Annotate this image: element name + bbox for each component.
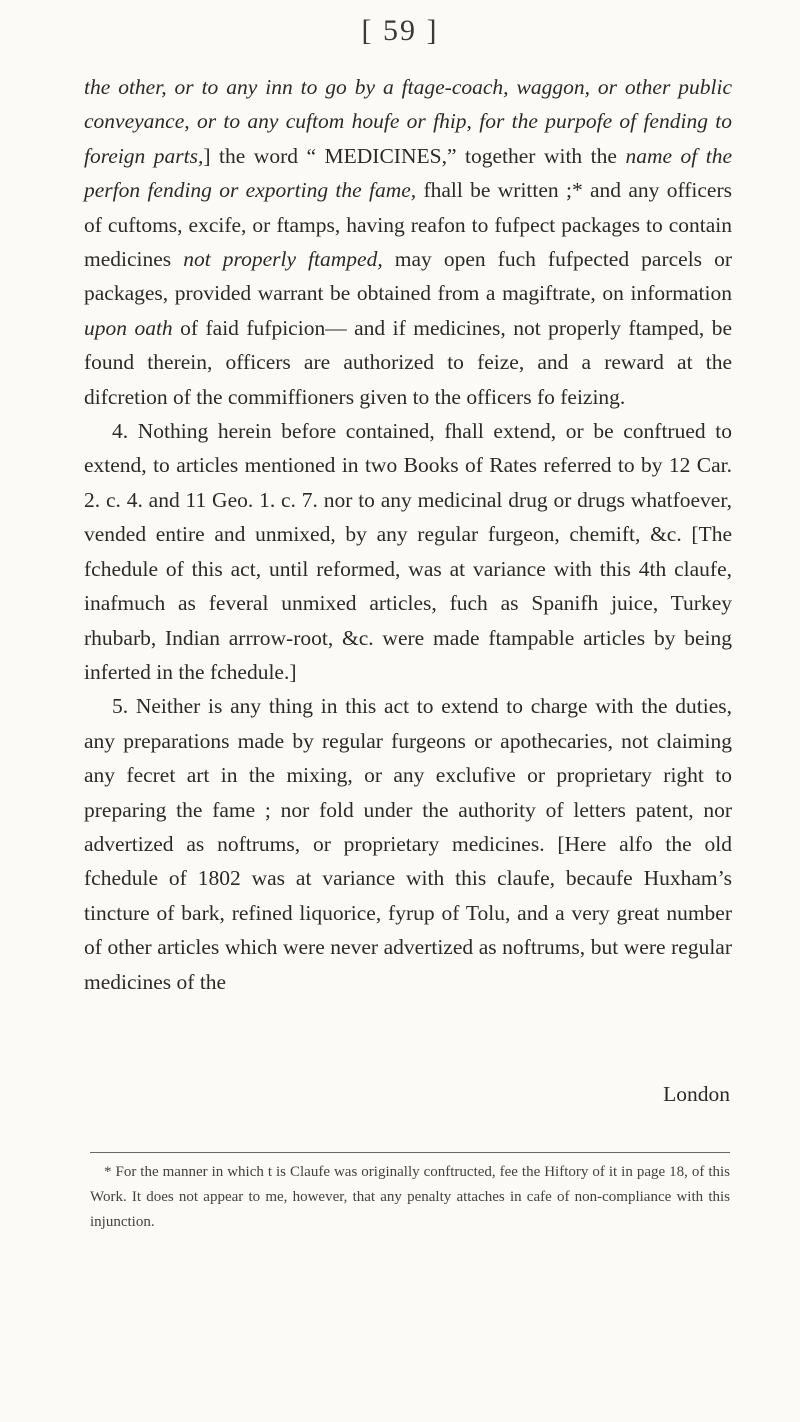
text-segment: 4. Nothing herein before contained, fhall extend, or be conftrued to extend, to articles mentioned in two Books of Rates referred to by 12 Car. 2. c. 4. and 11 Geo. 1. c. 7. nor to any medicinal drug or drugs whatfoever, vended entire and unmixed, by any regular furgeon, chemift, &c. [The fchedule of this act, until reformed, was at variance with this 4th claufe, inafmuch as feveral unmixed articles, fuch as Spanifh juice, Turkey rhubarb, Indian arrrow-root, &c. were made ftampable articles by being inferted in the fchedule.]: [84, 419, 732, 684]
text-segment: fhall be written ;* and any officers of cuftoms, excife, or ftamps, having reafon to fufpect packages to contain medicines: [84, 178, 732, 272]
paragraph-3: [84, 689, 732, 999]
footnote: [90, 1160, 730, 1235]
text-segment: of faid fufpicion— and if medicines, not properly ftamped, be found therein, officers are authorized to feize, and a reward at the difcretion of the commiffioners given to the officers fo feizing.: [84, 315, 732, 409]
paragraph-1: [84, 70, 732, 414]
catchword: London: [663, 1082, 730, 1106]
text-segment: the other, or to any inn to go by a ftage-coach, waggon, or other public conveyance, or to any cuftom houfe or fhip, for the purpofe of fending to foreign parts,: [84, 75, 732, 168]
text-segment: may open fuch fufpected parcels or packages, provided warrant be obtained from a magiftrate, on information: [84, 247, 732, 306]
text-segment: name of the perfon fending or exporting the fame,: [84, 143, 732, 203]
text-segment: ] the word “ MEDICINES,” together with the: [203, 143, 626, 168]
paragraph-2: [84, 414, 732, 689]
footnote-divider: [90, 1152, 730, 1153]
text-segment: not properly ftamped,: [183, 247, 383, 272]
footnote-text: * For the manner in which t is Claufe was originally conftructed, fee the Hiftory of it in page 18, of this Work. It does not appear to me, however, that any penalty attaches in cafe of non-compliance with this injunction.: [90, 1164, 730, 1230]
text-segment: upon oath: [84, 315, 173, 340]
text-segment: 5. Neither is any thing in this act to extend to charge with the duties, any preparations made by regular furgeons or apothecaries, not claiming any fecret art in the mixing, or any exclufive or proprietary right to preparing the fame ; nor fold under the authority of letters patent, nor advertized as noftrums, or proprietary medicines. [Here alfo the old fchedule of 1802 was at variance with this claufe, becaufe Huxham’s tincture of bark, refined liquorice, fyrup of Tolu, and a very great number of other articles which were never advertized as noftrums, but were regular medicines of the: [84, 694, 732, 994]
main-text: [84, 70, 732, 999]
page-number: [ 59 ]: [361, 14, 439, 47]
